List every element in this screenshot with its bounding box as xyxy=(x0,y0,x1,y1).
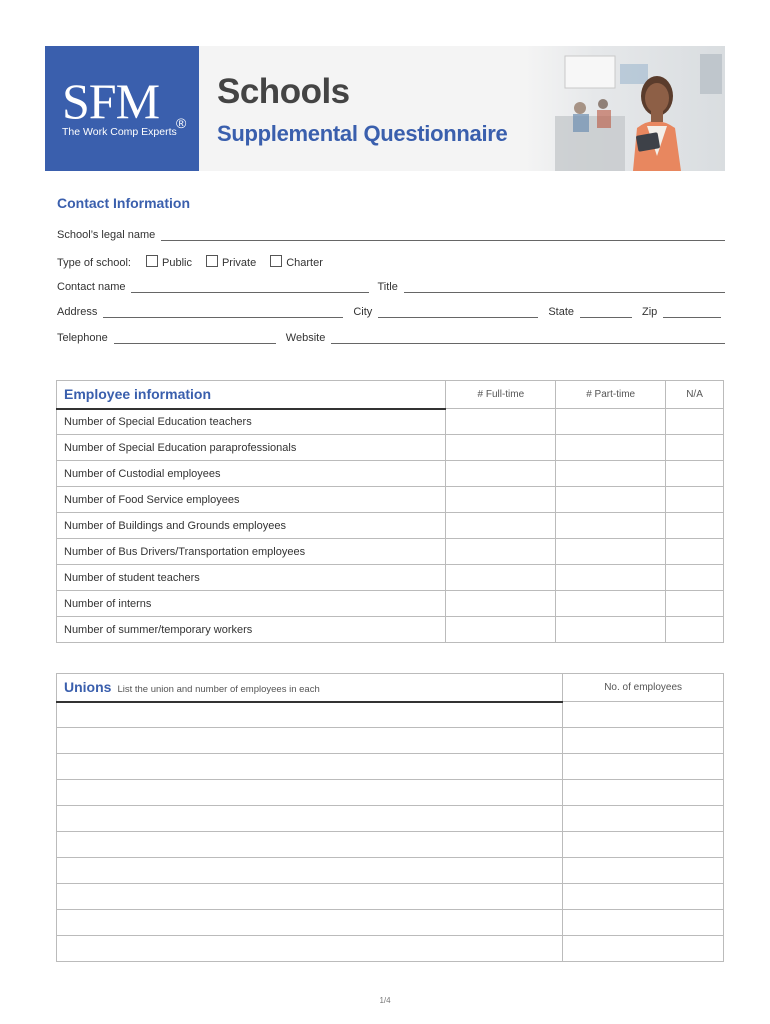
charter-checkbox[interactable] xyxy=(270,255,282,267)
na-cell[interactable] xyxy=(666,591,724,617)
state-label: State xyxy=(548,306,574,318)
part-time-cell[interactable] xyxy=(556,539,666,565)
table-row xyxy=(57,754,724,780)
unions-note: List the union and number of employees in each xyxy=(117,684,320,696)
employee-row-label: Number of Buildings and Grounds employees xyxy=(57,513,446,539)
union-employees-cell[interactable] xyxy=(563,806,724,832)
table-row xyxy=(57,910,724,936)
union-name-cell[interactable] xyxy=(57,832,563,858)
employee-section-title: Employee information xyxy=(64,386,212,403)
title-block xyxy=(217,74,507,147)
employee-row-label: Number of Special Education teachers xyxy=(57,409,446,435)
contact-name-field[interactable] xyxy=(131,283,369,293)
union-name-cell[interactable] xyxy=(57,858,563,884)
teacher-photo xyxy=(525,46,725,171)
union-name-cell[interactable] xyxy=(57,702,563,728)
address-label: Address xyxy=(57,306,98,318)
table-row xyxy=(57,702,724,728)
no-of-employees-header: No. of employees xyxy=(563,674,724,702)
telephone-row xyxy=(57,332,725,344)
full-time-cell[interactable] xyxy=(446,565,556,591)
part-time-cell[interactable] xyxy=(556,617,666,643)
na-cell[interactable] xyxy=(666,617,724,643)
header-banner xyxy=(45,46,725,171)
table-row xyxy=(57,539,724,565)
union-name-cell[interactable] xyxy=(57,884,563,910)
type-option-charter[interactable] xyxy=(270,255,323,269)
state-field[interactable] xyxy=(580,308,632,318)
union-employees-cell[interactable] xyxy=(563,780,724,806)
full-time-cell[interactable] xyxy=(446,591,556,617)
private-label: Private xyxy=(221,257,257,269)
union-name-cell[interactable] xyxy=(57,780,563,806)
union-name-cell[interactable] xyxy=(57,806,563,832)
public-checkbox[interactable] xyxy=(146,255,158,267)
na-header: N/A xyxy=(666,381,724,409)
type-option-public[interactable] xyxy=(146,255,192,269)
employee-row-label: Number of Bus Drivers/Transportation employees xyxy=(57,539,446,565)
union-name-cell[interactable] xyxy=(57,754,563,780)
union-employees-cell[interactable] xyxy=(563,702,724,728)
charter-label: Charter xyxy=(286,257,323,269)
na-cell[interactable] xyxy=(666,513,724,539)
page-title: Schools xyxy=(217,72,350,111)
legal-name-row xyxy=(57,229,725,241)
employee-row-label: Number of Special Education paraprofessionals xyxy=(57,435,446,461)
union-name-cell[interactable] xyxy=(57,936,563,962)
employee-row-label: Number of Custodial employees xyxy=(57,461,446,487)
legal-name-field[interactable] xyxy=(161,231,725,241)
employee-row-label: Number of student teachers xyxy=(57,565,446,591)
employee-table-title-cell xyxy=(57,381,446,409)
full-time-cell[interactable] xyxy=(446,539,556,565)
contact-name-row xyxy=(57,281,725,293)
na-cell[interactable] xyxy=(666,435,724,461)
telephone-label: Telephone xyxy=(57,332,108,344)
contact-section-title: Contact Information xyxy=(57,195,190,211)
zip-field[interactable] xyxy=(663,308,721,318)
table-row xyxy=(57,936,724,962)
union-employees-cell[interactable] xyxy=(563,884,724,910)
full-time-header: # Full-time xyxy=(446,381,556,409)
union-employees-cell[interactable] xyxy=(563,910,724,936)
union-employees-cell[interactable] xyxy=(563,754,724,780)
contact-name-label: Contact name xyxy=(57,281,126,293)
school-type-label: Type of school: xyxy=(57,257,131,269)
table-row xyxy=(57,409,724,435)
unions-title-cell xyxy=(57,674,563,702)
table-row xyxy=(57,565,724,591)
part-time-cell[interactable] xyxy=(556,565,666,591)
title-field[interactable] xyxy=(404,283,725,293)
page-subtitle: Supplemental Questionnaire xyxy=(217,121,508,146)
employee-row-label: Number of summer/temporary workers xyxy=(57,617,446,643)
employee-table xyxy=(56,380,724,643)
part-time-cell[interactable] xyxy=(556,591,666,617)
part-time-cell[interactable] xyxy=(556,409,666,435)
part-time-header: # Part-time xyxy=(556,381,666,409)
unions-section-title: Unions xyxy=(64,679,112,696)
employee-table-header xyxy=(57,381,724,409)
full-time-cell[interactable] xyxy=(446,487,556,513)
private-checkbox[interactable] xyxy=(206,255,218,267)
union-employees-cell[interactable] xyxy=(563,936,724,962)
part-time-cell[interactable] xyxy=(556,461,666,487)
website-field[interactable] xyxy=(331,334,725,344)
na-cell[interactable] xyxy=(666,539,724,565)
full-time-cell[interactable] xyxy=(446,461,556,487)
part-time-cell[interactable] xyxy=(556,513,666,539)
title-label: Title xyxy=(377,281,398,293)
employee-row-label: Number of interns xyxy=(57,591,446,617)
address-row xyxy=(57,306,721,318)
na-cell[interactable] xyxy=(666,461,724,487)
city-field[interactable] xyxy=(378,308,538,318)
unions-table xyxy=(56,673,724,962)
table-row xyxy=(57,884,724,910)
full-time-cell[interactable] xyxy=(446,617,556,643)
union-employees-cell[interactable] xyxy=(563,832,724,858)
union-employees-cell[interactable] xyxy=(563,858,724,884)
school-type-row xyxy=(57,255,337,269)
table-row xyxy=(57,487,724,513)
union-name-cell[interactable] xyxy=(57,910,563,936)
unions-table-header xyxy=(57,674,724,702)
table-row xyxy=(57,806,724,832)
table-row xyxy=(57,832,724,858)
registered-mark: ® xyxy=(176,115,187,131)
city-label: City xyxy=(353,306,373,318)
na-cell[interactable] xyxy=(666,565,724,591)
zip-label: Zip xyxy=(642,306,658,318)
na-cell[interactable] xyxy=(666,487,724,513)
full-time-cell[interactable] xyxy=(446,513,556,539)
table-row xyxy=(57,617,724,643)
part-time-cell[interactable] xyxy=(556,435,666,461)
address-field[interactable] xyxy=(103,308,343,318)
table-row xyxy=(57,435,724,461)
table-row xyxy=(57,591,724,617)
table-row xyxy=(57,728,724,754)
logo-text: SFM xyxy=(62,73,160,129)
table-row xyxy=(57,780,724,806)
table-row xyxy=(57,513,724,539)
union-name-cell[interactable] xyxy=(57,728,563,754)
full-time-cell[interactable] xyxy=(446,435,556,461)
na-cell[interactable] xyxy=(666,409,724,435)
employee-row-label: Number of Food Service employees xyxy=(57,487,446,513)
table-row xyxy=(57,858,724,884)
full-time-cell[interactable] xyxy=(446,409,556,435)
legal-name-label: School’s legal name xyxy=(57,229,156,241)
union-employees-cell[interactable] xyxy=(563,728,724,754)
logo-tagline: The Work Comp Experts xyxy=(62,126,177,138)
type-option-private[interactable] xyxy=(206,255,256,269)
public-label: Public xyxy=(162,257,192,269)
sfm-logo xyxy=(45,46,199,171)
website-label: Website xyxy=(285,332,326,344)
part-time-cell[interactable] xyxy=(556,487,666,513)
page-number: 1/4 xyxy=(379,996,391,1005)
telephone-field[interactable] xyxy=(114,334,276,344)
table-row xyxy=(57,461,724,487)
